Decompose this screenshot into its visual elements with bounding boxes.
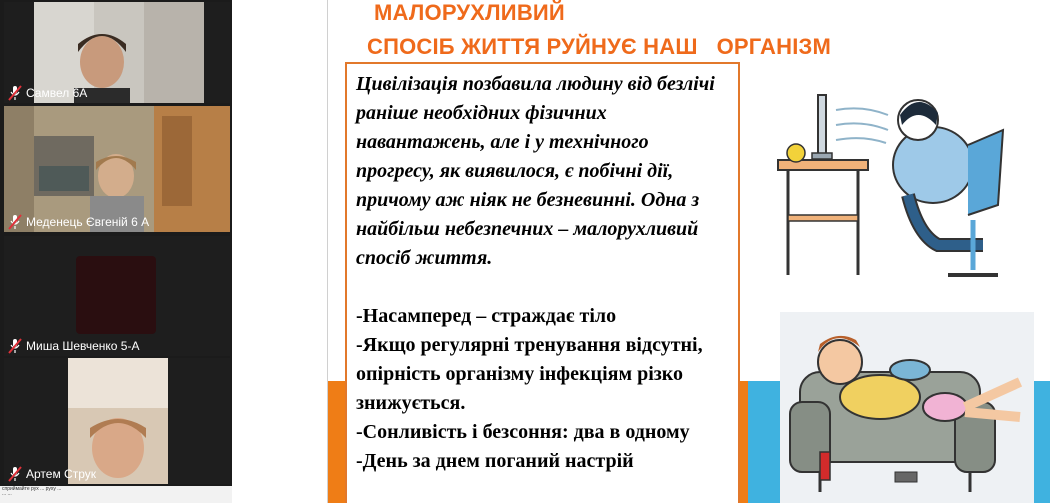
shared-slide bbox=[328, 0, 1050, 503]
participant-name-bar-3 bbox=[8, 338, 139, 354]
slide-text-box bbox=[345, 62, 740, 503]
participant-name-3: Миша Шевченко 5-А bbox=[26, 339, 140, 353]
participant-name-bar-4 bbox=[8, 466, 96, 482]
participants-panel bbox=[0, 0, 232, 486]
slide-bullet-3: -Сонливість і безсоння: два в одному bbox=[356, 421, 690, 443]
slide-bullet-list bbox=[356, 302, 730, 476]
participant-tile-3[interactable] bbox=[4, 236, 230, 356]
bottom-strip bbox=[0, 486, 232, 503]
slide-bullet-4: -День за днем поганий настрій bbox=[356, 450, 634, 472]
mic-muted-icon bbox=[8, 338, 22, 354]
mic-muted-icon bbox=[8, 85, 22, 101]
slide-title-line-1: МАЛОРУХЛИВИЙ bbox=[374, 0, 565, 25]
slide-bullet-2: -Якщо регулярні тренування відсутні, опірність організму інфекціям різко знижується. bbox=[356, 334, 703, 414]
bottom-strip-text: сприймайте рух ... руху ... ... ... bbox=[2, 486, 62, 497]
sofa-potato-illustration bbox=[780, 312, 1034, 503]
participant-name-2: Меденець Євгеній 6 А bbox=[26, 215, 150, 229]
participant-name-1: Самвел 6А bbox=[26, 86, 88, 100]
mic-muted-icon bbox=[8, 466, 22, 482]
slide-title-line-2: СПОСІБ ЖИТТЯ РУЙНУЄ НАШ ОРГАНІЗМ bbox=[367, 34, 832, 59]
participant-name-4: Артем Струк bbox=[26, 467, 96, 481]
slide-intro-text: Цивілізація позбавила людину від безлічі раніше необхідних фізичних навантажень, але і у технічного прогресу, як виявилося, є побічні дії, причому аж ніяк не безневинні. Одна з найбільш небезпечних – малорухливий спосіб життя. bbox=[356, 73, 715, 269]
participant-name-bar-1 bbox=[8, 85, 87, 101]
participant-name-bar-2 bbox=[8, 214, 149, 230]
participant-tile-1[interactable] bbox=[4, 2, 230, 103]
computer-desk-illustration bbox=[768, 85, 1008, 285]
mic-muted-icon bbox=[8, 214, 22, 230]
participant-avatar-3 bbox=[76, 256, 156, 334]
canvas-gap bbox=[232, 0, 328, 503]
slide-bullet-1: -Насамперед – страждає тіло bbox=[356, 305, 617, 327]
participant-tile-4[interactable] bbox=[4, 358, 230, 484]
participant-tile-2[interactable] bbox=[4, 106, 230, 232]
